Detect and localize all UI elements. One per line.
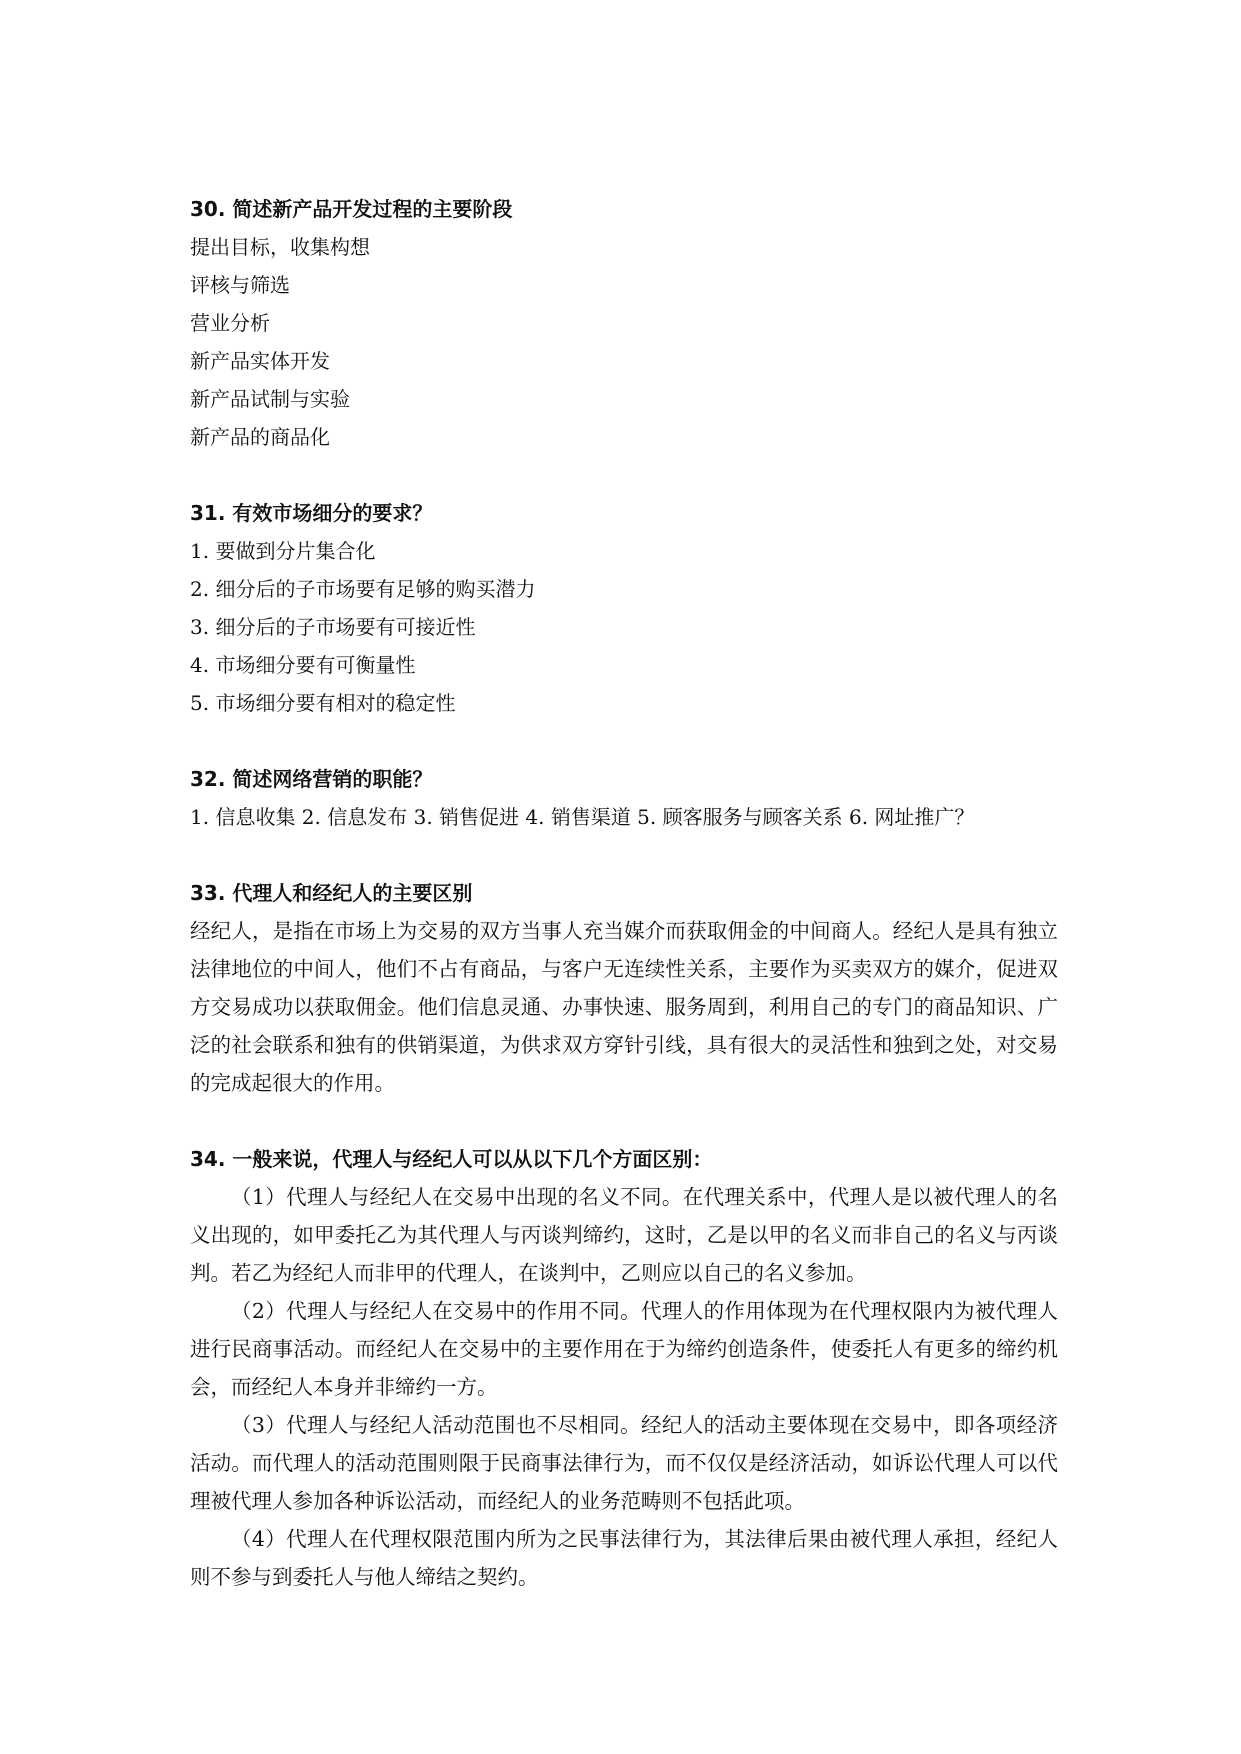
section-32 bbox=[190, 760, 1058, 836]
list-item: 新产品试制与实验 bbox=[190, 387, 350, 411]
body-paragraph: （2）代理人与经纪人在交易中的作用不同。代理人的作用体现为在代理权限内为被代理人进行民商事活动。而经纪人在交易中的主要作用在于为缔约创造条件，使委托人有更多的缔约机会，而经纪人本身并非缔约一方。 bbox=[190, 1299, 1058, 1399]
list-item: 评核与筛选 bbox=[190, 273, 290, 297]
list-item: 2. 细分后的子市场要有足够的购买潜力 bbox=[190, 577, 536, 601]
list-item: 新产品的商品化 bbox=[190, 425, 330, 449]
body-paragraph: （3）代理人与经纪人活动范围也不尽相同。经纪人的活动主要体现在交易中，即各项经济活动。而代理人的活动范围则限于民商事法律行为，而不仅仅是经济活动，如诉讼代理人可以代理被代理人参加各种诉讼活动，而经纪人的业务范畴则不包括此项。 bbox=[190, 1413, 1058, 1513]
section-heading: 34. 一般来说，代理人与经纪人可以从以下几个方面区别： bbox=[190, 1147, 713, 1171]
section-heading: 30. 简述新产品开发过程的主要阶段 bbox=[190, 197, 513, 221]
list-item: 5. 市场细分要有相对的稳定性 bbox=[190, 691, 456, 715]
list-item: 新产品实体开发 bbox=[190, 349, 330, 373]
section-30 bbox=[190, 190, 1058, 456]
section-33 bbox=[190, 874, 1058, 1102]
list-item: 1. 要做到分片集合化 bbox=[190, 539, 376, 563]
section-34 bbox=[190, 1140, 1058, 1596]
list-item: 1. 信息收集 2. 信息发布 3. 销售促进 4. 销售渠道 5. 顾客服务与顾客关系 6. 网址推广？ bbox=[190, 805, 975, 829]
body-paragraph: 经纪人，是指在市场上为交易的双方当事人充当媒介而获取佣金的中间商人。经纪人是具有独立法律地位的中间人，他们不占有商品，与客户无连续性关系，主要作为买卖双方的媒介，促进双方交易成功以获取佣金。他们信息灵通、办事快速、服务周到，利用自己的专门的商品知识、广泛的社会联系和独有的供销渠道，为供求双方穿针引线，具有很大的灵活性和独到之处，对交易的完成起很大的作用。 bbox=[190, 919, 1058, 1095]
list-item: 营业分析 bbox=[190, 311, 270, 335]
section-31 bbox=[190, 494, 1058, 722]
list-item: 提出目标，收集构想 bbox=[190, 235, 370, 259]
list-item: 3. 细分后的子市场要有可接近性 bbox=[190, 615, 476, 639]
body-paragraph: （4）代理人在代理权限范围内所为之民事法律行为，其法律后果由被代理人承担，经纪人则不参与到委托人与他人缔结之契约。 bbox=[190, 1527, 1058, 1589]
list-item: 4. 市场细分要有可衡量性 bbox=[190, 653, 416, 677]
section-heading: 31. 有效市场细分的要求？ bbox=[190, 501, 433, 525]
section-heading: 33. 代理人和经纪人的主要区别 bbox=[190, 881, 473, 905]
section-heading: 32. 简述网络营销的职能？ bbox=[190, 767, 433, 791]
document-page bbox=[190, 190, 1058, 1596]
body-paragraph: （1）代理人与经纪人在交易中出现的名义不同。在代理关系中，代理人是以被代理人的名义出现的，如甲委托乙为其代理人与丙谈判缔约，这时，乙是以甲的名义而非自己的名义与丙谈判。若乙为经纪人而非甲的代理人，在谈判中，乙则应以自己的名义参加。 bbox=[190, 1185, 1058, 1285]
